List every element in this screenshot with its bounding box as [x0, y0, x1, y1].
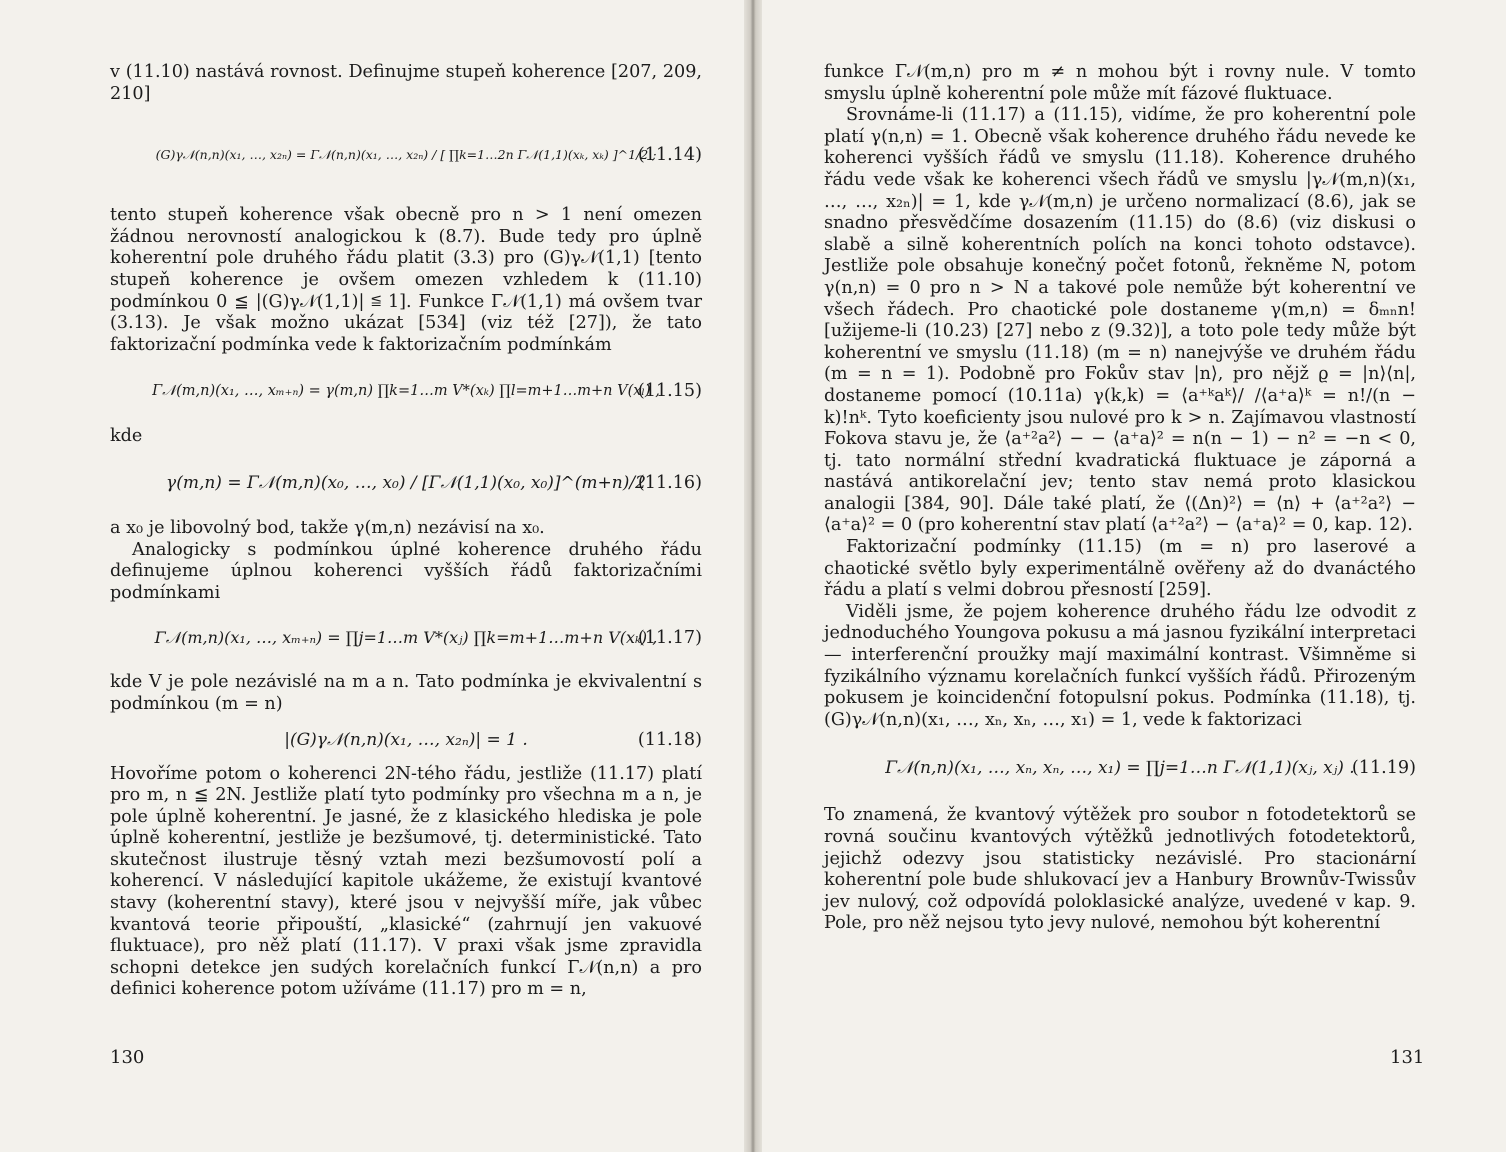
paragraph: Hovoříme potom o koherenci 2N-tého řádu, jestliže (11.17) platí pro m, n ≦ 2N. Jestliže platí tyto podmínky pro všechna m a n, je pole úplně koherentní. Je jasné, že z klasického hlediska je pole úplně koherentní, jestliže je bezšumové, tj. deterministické. Tato skutečnost ilustruje těsný vztah mezi bezšumovostí polí a koherencí. V následující kapitole ukážeme, že existují kvantové stavy (koherentní stavy), které jsou v nejvyšší míře, jak vůbec kvantová teorie připouští, „klasické“ (zahrnují jen vakuové fluktuace), pro něž platí (11.17). V praxi však jsme zpravidla schopni detekce jen sudých korelačních funkcí Γ𝒩(n,n) a pro definici koherence potom užíváme (11.17) pro m = n,: [110, 763, 702, 1000]
equation-number: (11.18): [637, 729, 702, 750]
equation-11-19: [824, 735, 1416, 801]
paragraph: To znamená, že kvantový výtěžek pro soubor n fotodetektorů se rovná součinu kvantových výtěžků jednotlivých fotodetektorů, jejichž odezvy jsou statisticky nezávislé. Pro stacionární koherentní pole bude shlukovací jev a Hanbury Brownův-Twissův jev nulový, což odpovídá poloklasické analýze, uvedené v kap. 9. Pole, pro něž nejsou tyto jevy nulové, nemohou být koherentní: [824, 805, 1416, 934]
equation-expression: |(G)γ𝒩(n,n)(x₁, …, x₂ₙ)| = 1 .: [284, 729, 528, 750]
paragraph: funkce Γ𝒩(m,n) pro m ≠ n mohou být i rovny nule. V tomto smyslu úplně koherentní pole může mít fázové fluktuace.: [824, 62, 1416, 104]
equation-expression: Γ𝒩(n,n)(x₁, …, xₙ, xₙ, …, x₁) = ∏j=1…n Γ𝒩(1,1)(xⱼ, xⱼ) .: [885, 758, 1355, 779]
equation-number: (11.16): [637, 472, 702, 493]
equation-11-17: [110, 608, 702, 668]
paragraph: tento stupeň koherence však obecně pro n > 1 není omezen žádnou nerovností analogickou k (8.7). Bude tedy pro úplně koherentní pole druhého řádu platit (3.3) pro (G)γ𝒩(1,1) [tento stupeň koherence je ovšem omezen vzhledem k (11.10) podmínkou 0 ≦ |(G)γ𝒩(1,1)| ≦ 1]. Funkce Γ𝒩(1,1) má ovšem tvar (3.13). Je však možno ukázat [534] (viz též [27]), že tato faktorizační podmínka vede k faktorizačním podmínkám: [110, 205, 702, 355]
paragraph: Faktorizační podmínky (11.15) (m = n) pro laserové a chaotické světlo byly experimentálně ověřeny až do dvanáctého řádu a platí s velmi dobrou přesností [259].: [824, 537, 1416, 601]
paragraph: Viděli jsme, že pojem koherence druhého řádu lze odvodit z jednoduchého Youngova pokusu a má jasnou fyzikální interpretaci — interferenční proužky mají maximální kontrast. Všimněme si fyzikálního významu korelačních funkcí vyšších řádů. Přirozeným pokusem je koincidenční fotopulsní pokus. Podmínka (11.18), tj. (G)γ𝒩(n,n)(x₁, …, xₙ, xₙ, …, x₁) = 1, vede k faktorizaci: [824, 601, 1416, 730]
paragraph-kde: kde: [110, 426, 143, 447]
equation-expression: γ(m,n) = Γ𝒩(m,n)(x₀, …, x₀) / [Γ𝒩(1,1)(x₀, x₀)]^(m+n)/2: [166, 472, 646, 493]
equation-expression: Γ𝒩(m,n)(x₁, …, xₘ₊ₙ) = γ(m,n) ∏k=1…m V*(xₖ) ∏l=m+1…m+n V(xₗ) ,: [152, 383, 660, 400]
right-page: [824, 62, 1416, 935]
book-spine: [744, 0, 762, 1152]
equation-number: (11.14): [637, 145, 702, 166]
page-number-right: 131: [1390, 1047, 1425, 1068]
page-number-left: 130: [110, 1047, 145, 1068]
equation-number: (11.15): [637, 381, 702, 402]
equation-number: (11.17): [637, 628, 702, 649]
equation-number: (11.19): [1351, 758, 1416, 779]
paragraph: a x₀ je libovolný bod, takže γ(m,n) nezávisí na x₀.: [110, 517, 545, 538]
equation-expression: Γ𝒩(m,n)(x₁, …, xₘ₊ₙ) = ∏j=1…m V*(xⱼ) ∏k=m+1…m+n V(xₖ) ,: [154, 628, 658, 648]
equation-11-18: [110, 720, 702, 760]
paragraph: v (11.10) nastává rovnost. Definujme stupeň koherence [207, 209, 210]: [110, 62, 702, 104]
left-page: [110, 62, 702, 1001]
equation-11-15: [110, 360, 702, 422]
equation-expression: (G)γ𝒩(n,n)(x₁, …, x₂ₙ) = Γ𝒩(n,n)(x₁, …, x₂ₙ) / [ ∏k=1…2n Γ𝒩(1,1)(xₖ, xₖ) ]^1/2 ;: [155, 147, 657, 163]
paragraph: Analogicky s podmínkou úplné koherence druhého řádu definujeme úplnou koherenci vyšších řádů faktorizačními podmínkami: [110, 539, 702, 603]
paragraph: Srovnáme-li (11.17) a (11.15), vidíme, že pro koherentní pole platí γ(n,n) = 1. Obecně však koherence druhého řádu nevede ke koherenci vyšších řádů ve smyslu (11.18). Koherence druhého řádu vede však ke koherenci všech řádů ve smyslu |γ𝒩(m,n)(x₁, …, …, x₂ₙ)| = 1, kde γ𝒩(m,n) je určeno normalizací (8.6), jak se snadno přesvědčíme dosazením (11.15) do (8.6) (viz diskusi o slabě a silně koherentních polích na konci tohoto odstavce). Jestliže pole obsahuje konečný počet fotonů, řekněme N, potom γ(n,n) = 0 pro n > N a takové pole nemůže být koherentní ve všech řádech. Pro chaotické pole dostaneme γ(m,n) = δₘₙn! [užijeme-li (10.23) [27] nebo z (9.32)], a toto pole tedy může být koherentní ve smyslu (11.18) (m = n) nanejvýše ve druhém řádu (m = n = 1). Podobně pro Fokův stav |n⟩, pro nějž ϱ = |n⟩⟨n|, dostaneme pomocí (10.11a) γ(k,k) = ⟨a⁺ᵏaᵏ⟩/ /⟨a⁺a⟩ᵏ = n!/(n − k)!nᵏ. Tyto koeficienty jsou nulové pro k > n. Zajímavou vlastností Fokova stavu je, že ⟨a⁺²a²⟩ − − ⟨a⁺a⟩² = n(n − 1) − n² = −n < 0, tj. tato normální střední kvadratická fluktuace je záporná a nastává antikorelační jev; tento stav nemá proto klasickou analogii [384, 90]. Dále také platí, že ⟨(Δn)²⟩ = ⟨n⟩ + ⟨a⁺²a²⟩ − ⟨a⁺a⟩² = 0 (pro koherentní stav platí ⟨a⁺²a²⟩ − ⟨a⁺a⟩² = 0, kap. 12).: [824, 105, 1416, 536]
equation-11-14: [110, 109, 702, 201]
paragraph: kde V je pole nezávislé na m a n. Tato podmínka je ekvivalentní s podmínkou (m = n): [110, 672, 702, 714]
equation-11-16: [110, 452, 702, 514]
